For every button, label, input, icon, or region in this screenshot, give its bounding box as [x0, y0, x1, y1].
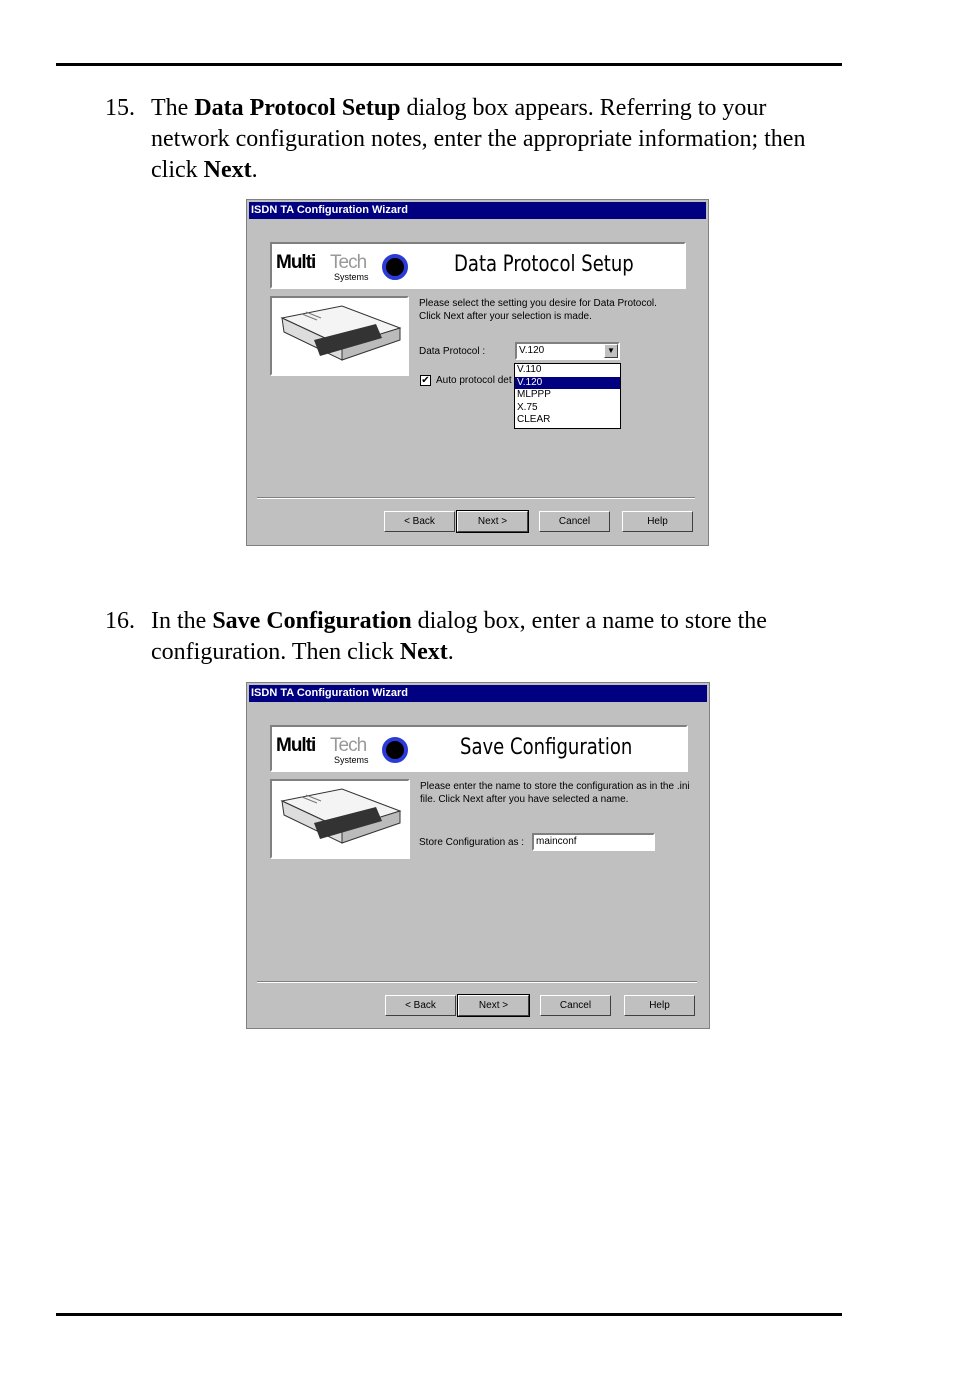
- separator: [257, 497, 695, 499]
- modem-image: [270, 296, 409, 376]
- banner-title: Save Configuration: [460, 735, 633, 760]
- back-button[interactable]: < Back: [384, 511, 455, 532]
- option-item[interactable]: MLPPP: [517, 389, 551, 400]
- step-number: 15.: [105, 95, 135, 121]
- data-protocol-dropdown: [514, 363, 621, 429]
- data-protocol-label: Data Protocol :: [419, 346, 486, 357]
- option-item[interactable]: V.110: [517, 364, 542, 375]
- step-text: The Data Protocol Setup dialog box appears. Referring to your network configuration notes, enter the appropriate information; then click Next.: [151, 95, 806, 183]
- multitech-logo: Multi Tech Systems: [276, 252, 416, 288]
- help-button[interactable]: Help: [624, 995, 695, 1016]
- back-button[interactable]: < Back: [385, 995, 456, 1016]
- modem-icon: [272, 781, 408, 857]
- banner-title: Data Protocol Setup: [454, 252, 634, 277]
- separator: [257, 981, 697, 983]
- data-protocol-dialog: [246, 199, 709, 546]
- dialog-title: ISDN TA Configuration Wizard: [249, 685, 707, 702]
- auto-protocol-label: Auto protocol det: [436, 375, 512, 386]
- step-15: [105, 93, 835, 186]
- option-item-selected[interactable]: V.120: [515, 377, 620, 390]
- next-button[interactable]: Next >: [458, 995, 529, 1016]
- option-item[interactable]: CLEAR: [517, 414, 551, 425]
- next-button[interactable]: Next >: [457, 511, 528, 532]
- cancel-button[interactable]: Cancel: [539, 511, 610, 532]
- store-configuration-input[interactable]: mainconf: [532, 833, 655, 851]
- banner: [270, 725, 688, 772]
- store-configuration-label: Store Configuration as :: [419, 837, 525, 848]
- top-rule: [56, 63, 842, 66]
- data-protocol-select[interactable]: V.120 ▼: [515, 342, 620, 360]
- option-item[interactable]: X.75: [517, 401, 538, 413]
- modem-image: [270, 779, 410, 859]
- instructions-text: Please enter the name to store the configuration as in the .ini file. Click Next after you have selected a name.: [420, 781, 690, 805]
- save-configuration-dialog: [246, 682, 710, 1029]
- logo-ring-icon: [382, 254, 408, 280]
- banner: [270, 242, 686, 289]
- bottom-rule: [56, 1313, 842, 1316]
- dialog-title: ISDN TA Configuration Wizard: [249, 202, 706, 219]
- step-number: 16.: [105, 608, 135, 634]
- auto-protocol-checkbox[interactable]: ✔: [421, 375, 430, 386]
- step-16: [105, 606, 835, 668]
- multitech-logo: Multi Tech Systems: [276, 735, 416, 771]
- modem-icon: [272, 298, 407, 374]
- chevron-down-icon[interactable]: ▼: [604, 344, 618, 358]
- step-text: In the Save Configuration dialog box, enter a name to store the configuration. Then click Next.: [151, 608, 767, 665]
- cancel-button[interactable]: Cancel: [540, 995, 611, 1016]
- instructions-text: Please select the setting you desire for Data Protocol. Click Next after your selection is made.: [419, 298, 657, 322]
- help-button[interactable]: Help: [622, 511, 693, 532]
- logo-ring-icon: [382, 737, 408, 763]
